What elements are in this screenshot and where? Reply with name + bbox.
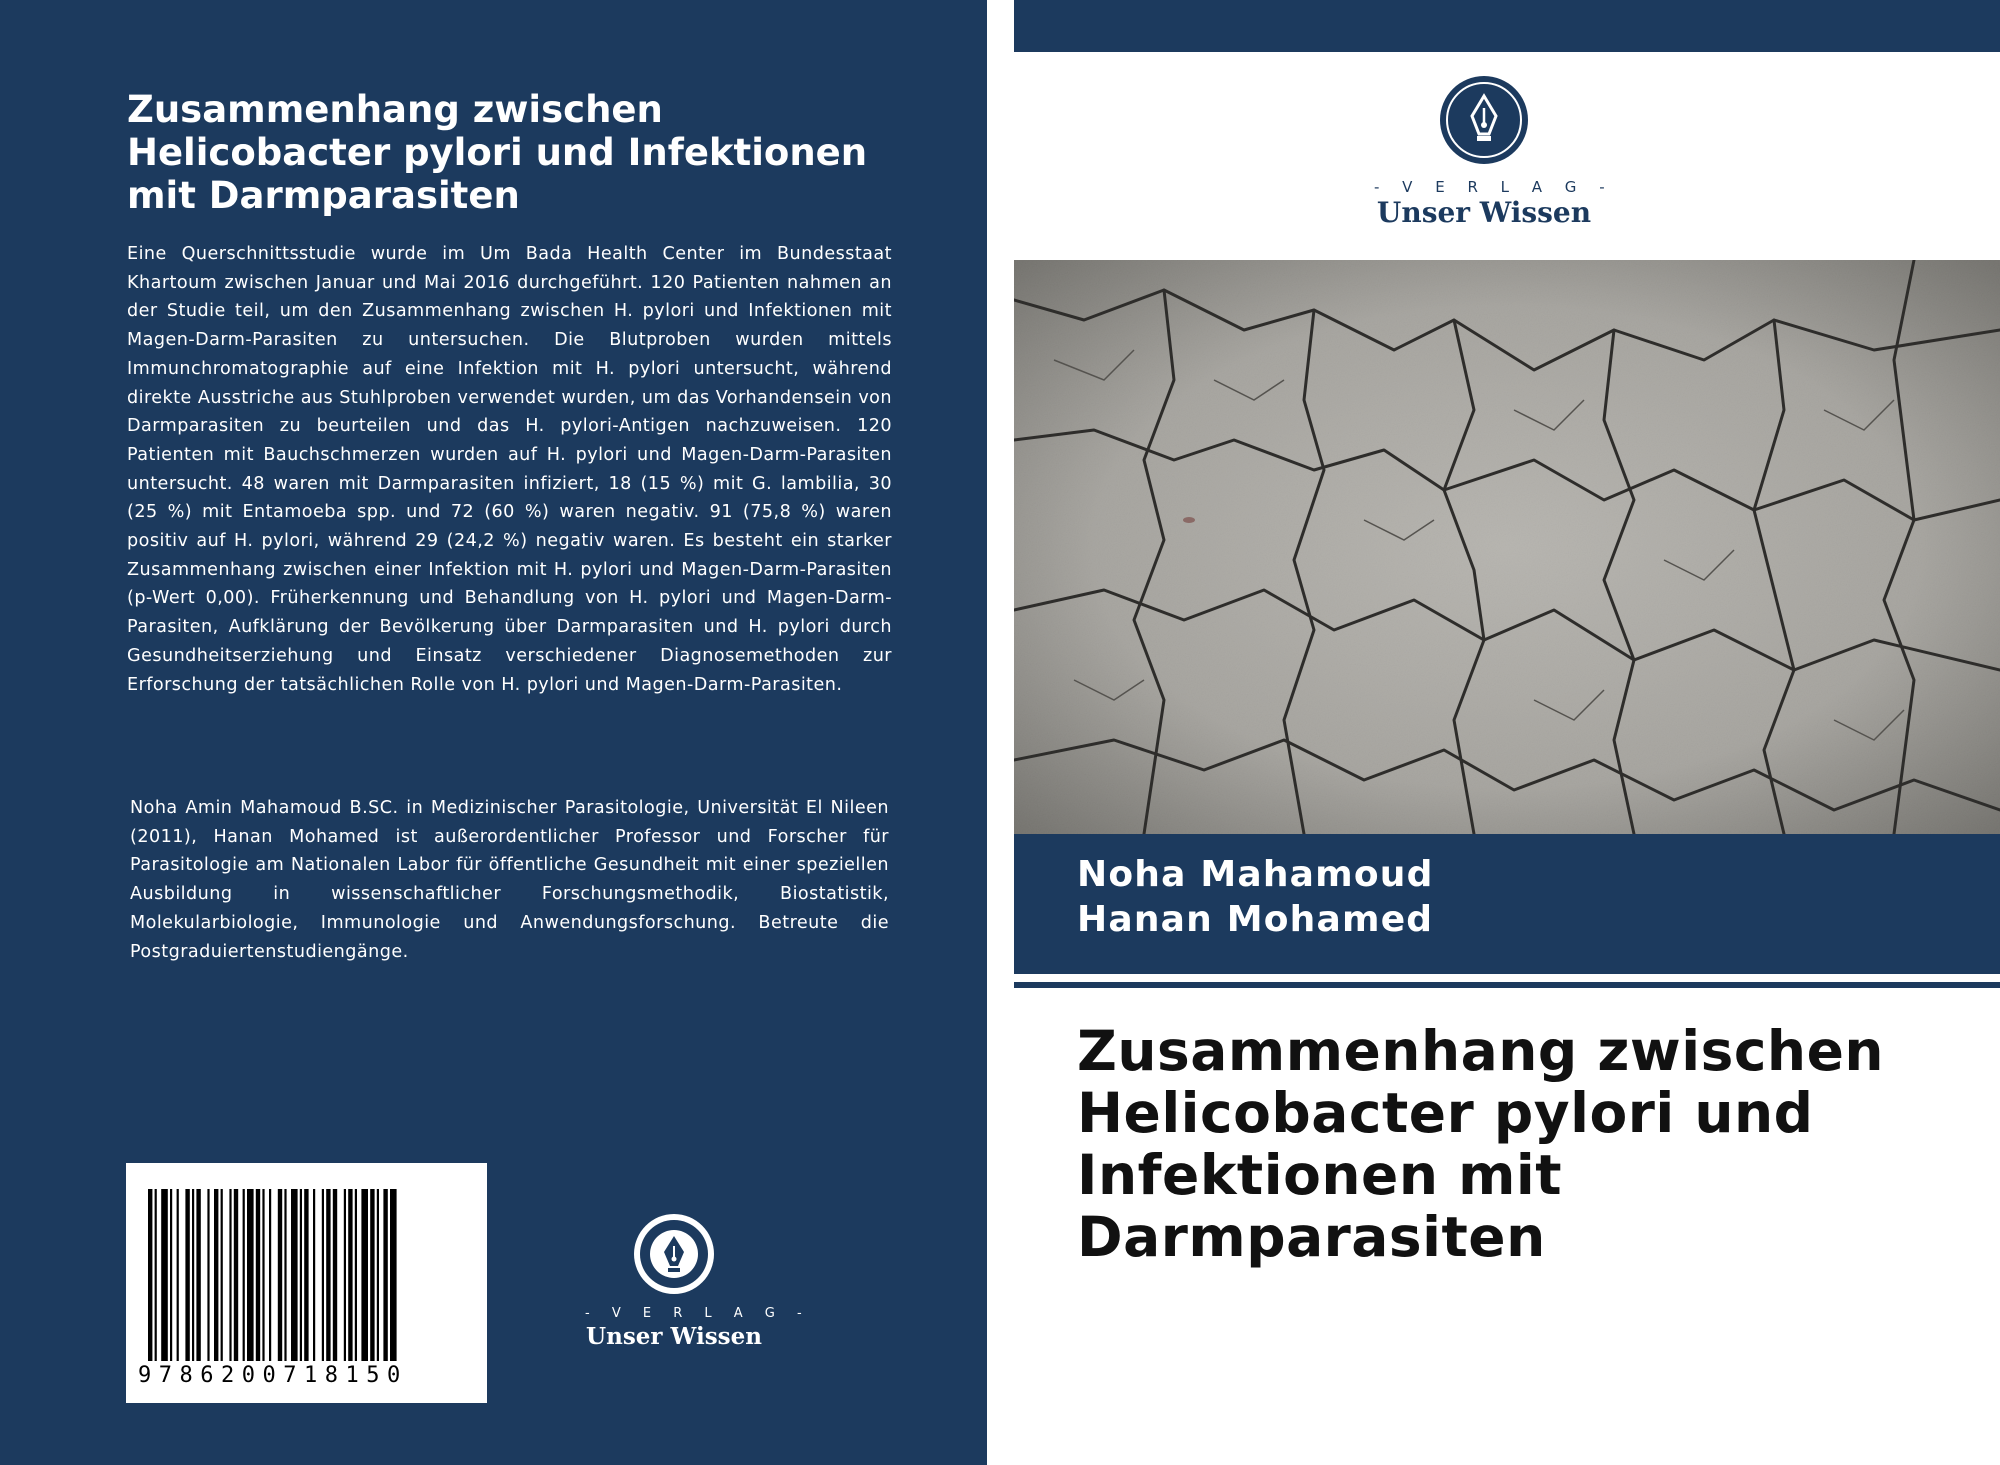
author-biography: Noha Amin Mahamoud B.SC. in Medizinischer Parasitologie, Universität El Nileen (2011), Hanan Mohamed ist außerordentlicher Professor und Forscher für Parasitologie am Nationalen Labor für öffentliche Gesundheit mit einer speziellen Ausbildung in wissenschaftlicher Forschungsmethodik, Biostatistik, Molekularbiologie, Immunologie und Anwendungsforschung. Betreute die Postgraduiertenstudiengänge. bbox=[130, 798, 889, 962]
divider-rule bbox=[1014, 982, 2000, 988]
barcode-icon bbox=[148, 1189, 466, 1361]
pen-nib-seal-icon bbox=[1438, 74, 1530, 166]
front-publisher-logo bbox=[1374, 74, 1614, 229]
logo-verlag-text: - V E R L A G - bbox=[1374, 178, 1614, 196]
cracked-earth-photo-icon bbox=[1014, 260, 2000, 834]
author-band bbox=[1014, 834, 2000, 974]
pen-nib-seal-icon bbox=[632, 1212, 716, 1296]
isbn-barcode bbox=[126, 1163, 487, 1403]
top-navy-bar bbox=[1014, 0, 2000, 52]
author-name: Noha Mahamoud bbox=[1077, 854, 1434, 895]
isbn-number: 9786200718150 bbox=[138, 1363, 408, 1388]
logo-name-text: Unser Wissen bbox=[1376, 196, 1592, 229]
back-publisher-logo bbox=[585, 1212, 811, 1350]
front-cover bbox=[1014, 0, 2000, 1465]
back-cover-title: Zusammenhang zwischen Helicobacter pylori und Infektionen mit Darmparasiten bbox=[127, 88, 868, 217]
back-cover bbox=[0, 0, 987, 1465]
author-name: Hanan Mohamed bbox=[1077, 899, 1434, 940]
front-cover-title: Zusammenhang zwischen Helicobacter pylori und Infektionen mit Darmparasiten bbox=[1077, 1019, 1885, 1269]
logo-verlag-text: - V E R L A G - bbox=[585, 1306, 811, 1321]
cracked-earth-photo bbox=[1014, 260, 2000, 834]
back-cover-summary: Eine Querschnittsstudie wurde im Um Bada Health Center im Bundesstaat Khartoum zwischen Januar und Mai 2016 durchgeführt. 120 Patienten nahmen an der Studie teil, um den Zusammenhang zwischen H. pylori und Infektionen mit Magen-Darm-Parasiten zu untersuchen. Die Blutproben wurden mittels Immunchromatographie auf eine Infektion mit H. pylori untersucht, während direkte Ausstriche aus Stuhlproben verwendet wurden, um das Vorhandensein von Darmparasiten zu beurteilen und das H. pylori-Antigen nachzuweisen. 120 Patienten mit Bauchschmerzen wurden auf H. pylori und Magen-Darm-Parasiten untersucht. 48 waren mit Darmparasiten infiziert, 18 (15 %) mit G. lambilia, 30 (25 %) mit Entamoeba spp. und 72 (60 %) waren negativ. 91 (75,8 %) waren positiv auf H. pylori, während 29 (24,2 %) negativ waren. Es besteht ein starker Zusammenhang zwischen einer Infektion mit H. pylori und Magen-Darm-Parasiten (p-Wert 0,00). Früherkennung und Behandlung von H. pylori und Magen-Darm-Parasiten, Aufklärung der Bevölkerung über Darmparasiten und H. pylori durch Gesundheitserziehung und Einsatz verschiedener Diagnosemethoden zur Erforschung der tatsächlichen Rolle von H. pylori und Magen-Darm-Parasiten. bbox=[127, 244, 892, 695]
logo-name-text: Unser Wissen bbox=[586, 1323, 762, 1350]
